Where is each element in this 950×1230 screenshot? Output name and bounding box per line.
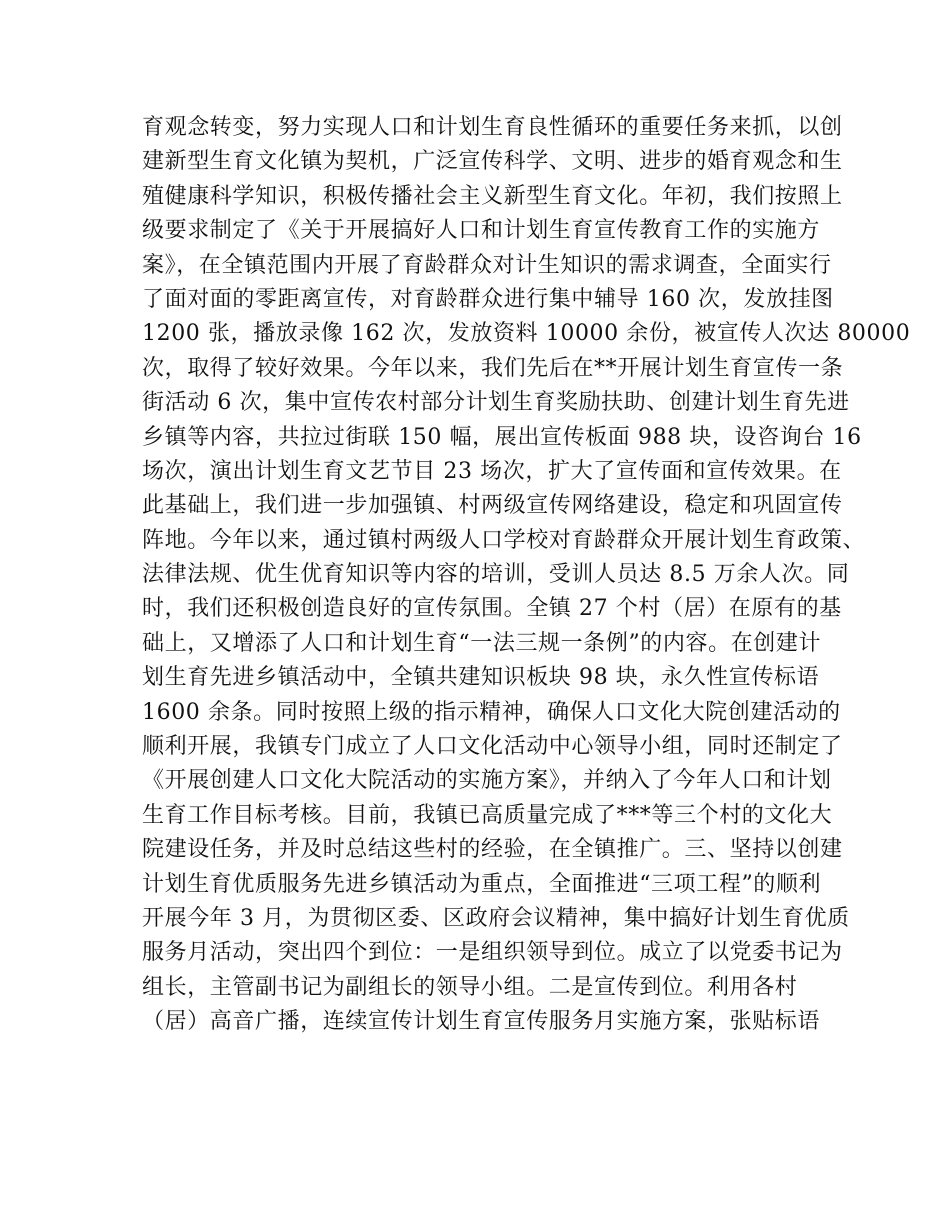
text-line: 顺利开展，我镇专门成立了人口文化活动中心领导小组，同时还制定了 (142, 734, 843, 760)
text-line: 生育工作目标考核。目前，我镇已高质量完成了***等三个村的文化大 (142, 802, 833, 828)
text-line: 础上，又增添了人口和计划生育“一法三规一条例”的内容。在创建计 (142, 630, 822, 656)
text-line: 服务月活动，突出四个到位：一是组织领导到位。成立了以党委书记为 (142, 940, 843, 966)
text-line: 划生育先进乡镇活动中，全镇共建知识板块 98 块，永久性宣传标语 (142, 665, 820, 691)
body-text (142, 111, 911, 1040)
text-line: 育观念转变，努力实现人口和计划生育良性循环的重要任务来抓，以创 (142, 115, 843, 140)
text-line: 了面对面的零距离宣传，对育龄群众进行集中辅导 160 次，发放挂图 (142, 286, 834, 312)
text-line: 街活动 6 次，集中宣传农村部分计划生育奖励扶助、创建计划生育先进 (142, 390, 850, 416)
text-line: 乡镇等内容，共拉过街联 150 幅，展出宣传板面 988 块，设咨询台 16 (142, 424, 862, 450)
text-line: 场次，演出计划生育文艺节目 23 场次，扩大了宣传面和宣传效果。在 (142, 458, 842, 484)
text-line: （居）高音广播，连续宣传计划生育宣传服务月实施方案，张贴标语 (142, 1009, 821, 1035)
text-line: 此基础上，我们进一步加强镇、村两级宣传网络建设，稳定和巩固宣传 (142, 493, 843, 519)
text-line: 开展今年 3 月，为贯彻区委、区政府会议精神，集中搞好计划生育优质 (142, 905, 850, 931)
text-line: 1200 张，播放录像 162 次，发放资料 10000 余份，被宣传人次达 80000 (142, 321, 911, 347)
text-line: 计划生育优质服务先进乡镇活动为重点，全面推进“三项工程”的顺利 (142, 871, 822, 897)
text-line: 院建设任务，并及时总结这些村的经验，在全镇推广。三、坚持以创建 (142, 837, 843, 863)
text-line: 时，我们还积极创造良好的宣传氛围。全镇 27 个村（居）在原有的基 (142, 596, 842, 622)
text-line: 法律法规、优生优育知识等内容的培训，受训人员达 8.5 万余人次。同 (142, 562, 850, 588)
text-line: 级要求制定了《关于开展搞好人口和计划生育宣传教育工作的实施方 (142, 218, 821, 244)
text-line: 《开展创建人口文化大院活动的实施方案》，并纳入了今年人口和计划 (142, 768, 832, 794)
text-line: 次，取得了较好效果。今年以来，我们先后在**开展计划生育宣传一条 (142, 355, 844, 381)
text-line: 1600 余条。同时按照上级的指示精神，确保人口文化大院创建活动的 (142, 699, 841, 725)
text-line: 阵地。今年以来，通过镇村两级人口学校对育龄群众开展计划生育政策、 (142, 527, 866, 553)
text-line: 殖健康科学知识，积极传播社会主义新型生育文化。年初，我们按照上 (142, 183, 843, 209)
text-line: 组长，主管副书记为副组长的领导小组。二是宣传到位。利用各村 (142, 974, 798, 1000)
text-line: 案》，在全镇范围内开展了育龄群众对计生知识的需求调查，全面实行 (142, 252, 832, 278)
text-line: 建新型生育文化镇为契机，广泛宣传科学、文明、进步的婚育观念和生 (142, 149, 843, 175)
